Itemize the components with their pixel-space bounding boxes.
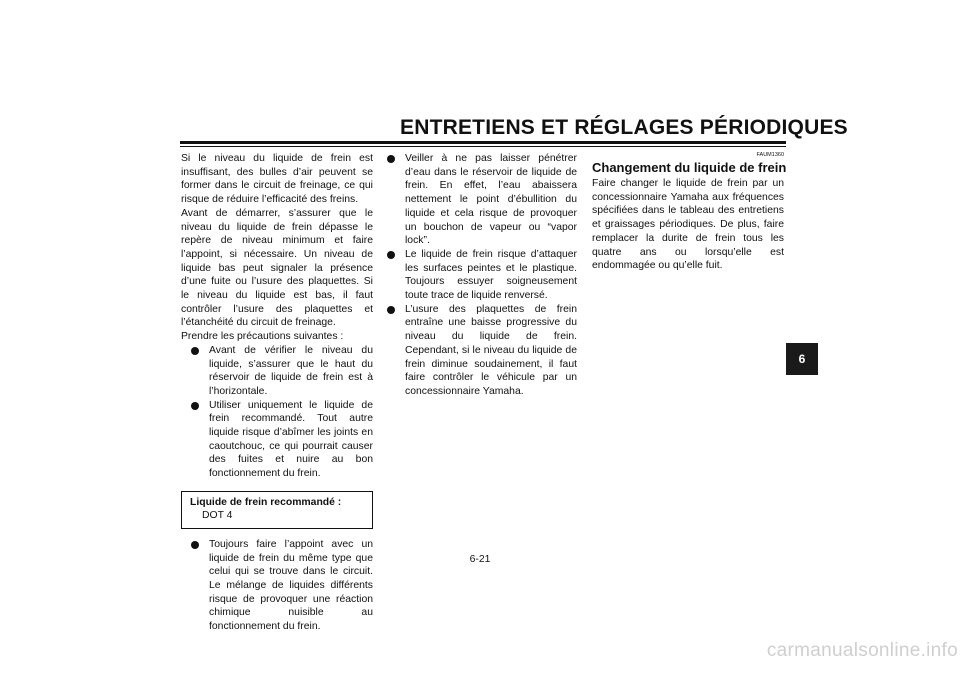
bullet-text: Utiliser uniquement le liquide de frein recommandé. Tout autre liquide risque d’abîmer les joints en caoutchouc, ce qui pourrait causer des fuites et nuire au bon fonctionnement du frein. <box>209 399 373 480</box>
bullet-dot-icon <box>387 251 395 259</box>
recommended-fluid-box <box>181 491 373 529</box>
bullet-dot-icon <box>191 347 199 355</box>
spec-label: Liquide de frein recommandé : <box>190 496 342 508</box>
column-left <box>181 152 373 634</box>
page-title: ENTRETIENS ET RÉGLAGES PÉRIODIQUES <box>400 116 848 139</box>
bullet-text: Toujours faire l’appoint avec un liquide de frein du même type que celui qui se trouve dans le circuit. Le mélange de liquides différents risque de provoquer une réaction chimique nuisible au fonctionnement du frein. <box>209 538 373 633</box>
bullet-text: Avant de vérifier le niveau du liquide, s’assurer que le haut du réservoir de liquide de frein est à l’horizontale. <box>209 344 373 397</box>
bullet-text: Le liquide de frein risque d’attaquer les surfaces peintes et le plastique. Toujours essuyer soigneusement toute trace de liquide renversé. <box>405 248 577 302</box>
watermark: carmanualsonline.info <box>766 640 958 661</box>
header-rule-thin <box>180 146 786 147</box>
bullet-item <box>385 152 577 248</box>
bullet-text: Veiller à ne pas laisser pénétrer d’eau dans le réservoir de liquide de frein. En effet, l’eau abaissera nettement le point d’ébullition du liquide et cela risque de provoquer un bouchon de vapeur ou “vapor lock”. <box>405 153 577 247</box>
bullet-item <box>189 538 373 634</box>
section-code: FAUM1360 <box>756 152 784 158</box>
bullet-text: L’usure des plaquettes de frein entraîne une baisse progressive du niveau du liquide de frein. Cependant, si le niveau du liquide de frein diminue soudainement, il faut faire contrôler le véhicule par un concessionnaire Yamaha. <box>405 303 577 397</box>
header-rule-thick <box>180 141 786 144</box>
section-body: Faire changer le liquide de frein par un concessionnaire Yamaha aux fréquences spécifiées dans le tableau des entretiens et graissages périodiques. De plus, faire remplacer la durite de frein tous les quatre ans ou lorsqu’elle est endommagée ou qu’elle fuit. <box>592 178 784 272</box>
column-right <box>592 152 787 273</box>
page-number: 6-21 <box>469 554 491 565</box>
bullet-dot-icon <box>191 402 199 410</box>
spec-value: DOT 4 <box>202 509 233 521</box>
bullet-dot-icon <box>387 306 395 314</box>
column-middle <box>385 152 577 399</box>
bullet-dot-icon <box>191 541 199 549</box>
chapter-tab: 6 <box>786 343 818 375</box>
section-title: Changement du liquide de frein <box>592 160 787 175</box>
bullet-item <box>385 248 577 303</box>
paragraph-insufficient-level: Si le niveau du liquide de frein est insuffisant, des bulles d’air peuvent se former dans le circuit de freinage, ce qui risque de réduire l’efficacité des freins. <box>181 153 373 206</box>
bullet-item <box>189 344 373 399</box>
bullet-item <box>385 303 577 399</box>
paragraph-before-riding: Avant de démarrer, s’assurer que le niveau du liquide de frein dépasse le repère de niveau minimum et faire l’appoint, si nécessaire. Un niveau de liquide bas peut signaler la présence d’une fuite ou l’usure des plaquettes. Si le niveau du liquide est bas, il faut contrôler l’usure des plaquettes et l’étanchéité du circuit de freinage. <box>181 207 373 329</box>
bullet-item <box>189 399 373 481</box>
bullet-dot-icon <box>387 155 395 163</box>
paragraph-precautions-intro: Prendre les précautions suivantes : <box>181 331 344 343</box>
